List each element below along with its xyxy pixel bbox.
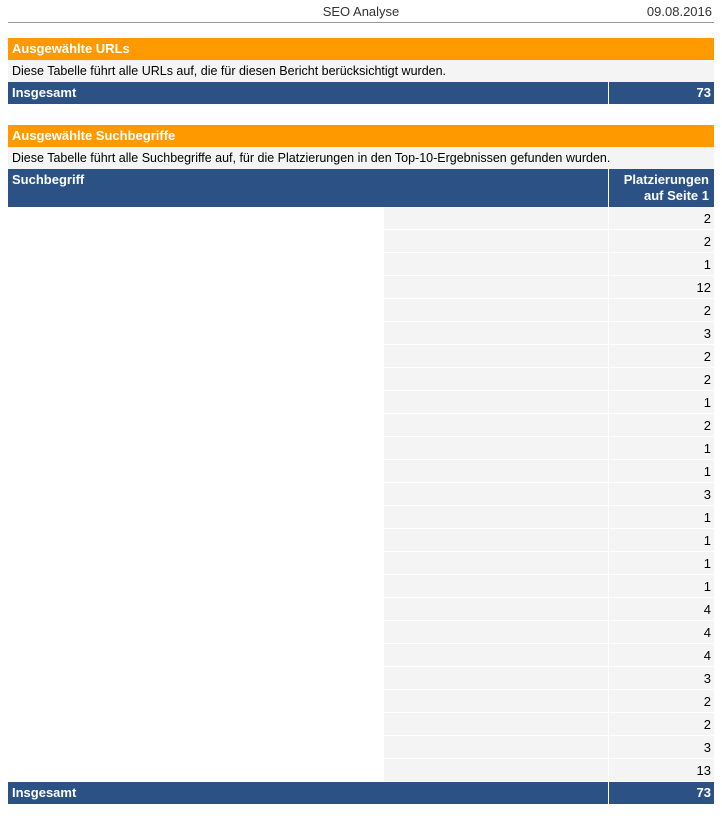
table-row — [8, 460, 714, 483]
report-title: SEO Analyse — [322, 4, 400, 19]
spacer-cell — [384, 460, 608, 483]
report-date: 09.08.2016 — [646, 4, 712, 19]
spacer-cell — [384, 690, 608, 713]
table-row — [8, 506, 714, 529]
table-row — [8, 529, 714, 552]
table-row — [8, 276, 714, 299]
search-term-cell — [8, 253, 384, 276]
placements-cell: 1 — [608, 391, 714, 414]
table-row — [8, 713, 714, 736]
search-term-cell — [8, 506, 384, 529]
table-row — [8, 230, 714, 253]
urls-total-value: 73 — [696, 85, 711, 100]
placements-cell: 2 — [608, 345, 714, 368]
spacer-cell — [384, 322, 608, 345]
table-row — [8, 621, 714, 644]
keywords-section — [8, 125, 714, 804]
placements-cell: 2 — [608, 690, 714, 713]
spacer-cell — [384, 759, 608, 782]
search-term-cell — [8, 460, 384, 483]
column-header-placements-line2: auf Seite 1 — [643, 188, 709, 203]
search-term-cell — [8, 529, 384, 552]
keywords-section-description: Diese Tabelle führt alle Suchbegriffe auf, für die Platzierungen in den Top-10-Ergebnissen gefunden wurden. — [8, 147, 714, 169]
table-row — [8, 575, 714, 598]
table-row — [8, 253, 714, 276]
search-term-cell — [8, 598, 384, 621]
search-term-cell — [8, 759, 384, 782]
table-row — [8, 598, 714, 621]
table-row — [8, 736, 714, 759]
table-row — [8, 759, 714, 782]
search-term-cell — [8, 276, 384, 299]
table-row — [8, 667, 714, 690]
column-header-placements-line1: Platzierungen — [623, 172, 709, 187]
placements-cell: 3 — [608, 483, 714, 506]
placements-cell: 1 — [608, 529, 714, 552]
search-term-cell — [8, 322, 384, 345]
table-row — [8, 414, 714, 437]
placements-cell: 1 — [608, 575, 714, 598]
spacer-cell — [384, 598, 608, 621]
column-header-placements — [609, 169, 714, 207]
search-term-cell — [8, 207, 384, 230]
search-term-cell — [8, 230, 384, 253]
urls-total-label: Insgesamt — [8, 82, 609, 104]
table-row — [8, 322, 714, 345]
spacer-cell — [384, 230, 608, 253]
spacer-cell — [384, 736, 608, 759]
placements-cell: 1 — [608, 506, 714, 529]
placements-cell: 4 — [608, 621, 714, 644]
table-row — [8, 644, 714, 667]
table-row — [8, 437, 714, 460]
placements-cell: 3 — [608, 736, 714, 759]
table-row — [8, 552, 714, 575]
spacer-cell — [384, 552, 608, 575]
search-term-cell — [8, 644, 384, 667]
spacer-cell — [384, 506, 608, 529]
search-term-cell — [8, 345, 384, 368]
spacer-cell — [384, 207, 608, 230]
spacer-cell — [384, 621, 608, 644]
placements-cell: 1 — [608, 552, 714, 575]
spacer-cell — [384, 276, 608, 299]
table-row — [8, 207, 714, 230]
page-header — [8, 0, 714, 23]
spacer-cell — [384, 667, 608, 690]
spacer-cell — [384, 575, 608, 598]
column-header-search-term: Suchbegriff — [8, 169, 609, 207]
placements-cell: 2 — [608, 299, 714, 322]
spacer-cell — [384, 253, 608, 276]
spacer-cell — [384, 437, 608, 460]
table-row — [8, 391, 714, 414]
placements-cell: 1 — [608, 437, 714, 460]
urls-section — [8, 38, 714, 104]
keywords-table-header — [8, 169, 714, 207]
placements-cell: 13 — [608, 759, 714, 782]
search-term-cell — [8, 713, 384, 736]
urls-total-row — [8, 82, 714, 104]
placements-cell: 1 — [608, 460, 714, 483]
keywords-table-body — [8, 207, 714, 782]
placements-cell: 2 — [608, 414, 714, 437]
spacer-cell — [384, 644, 608, 667]
urls-section-description: Diese Tabelle führt alle URLs auf, die für diesen Bericht berücksichtigt wurden. — [8, 60, 714, 82]
search-term-cell — [8, 552, 384, 575]
table-row — [8, 690, 714, 713]
placements-cell: 2 — [608, 207, 714, 230]
spacer-cell — [384, 529, 608, 552]
spacer-cell — [384, 345, 608, 368]
search-term-cell — [8, 690, 384, 713]
table-row — [8, 483, 714, 506]
keywords-total-row — [8, 782, 714, 804]
keywords-section-title: Ausgewählte Suchbegriffe — [8, 125, 714, 147]
placements-cell: 2 — [608, 713, 714, 736]
placements-cell: 12 — [608, 276, 714, 299]
search-term-cell — [8, 299, 384, 322]
table-row — [8, 368, 714, 391]
search-term-cell — [8, 368, 384, 391]
table-row — [8, 299, 714, 322]
search-term-cell — [8, 575, 384, 598]
spacer-cell — [384, 368, 608, 391]
search-term-cell — [8, 621, 384, 644]
placements-cell: 2 — [608, 230, 714, 253]
keywords-total-label: Insgesamt — [8, 782, 609, 804]
spacer-cell — [384, 414, 608, 437]
spacer-cell — [384, 483, 608, 506]
placements-cell: 3 — [608, 667, 714, 690]
urls-section-title: Ausgewählte URLs — [8, 38, 714, 60]
placements-cell: 4 — [608, 644, 714, 667]
keywords-total-value: 73 — [696, 785, 711, 800]
placements-cell: 3 — [608, 322, 714, 345]
search-term-cell — [8, 667, 384, 690]
placements-cell: 4 — [608, 598, 714, 621]
search-term-cell — [8, 414, 384, 437]
search-term-cell — [8, 483, 384, 506]
search-term-cell — [8, 736, 384, 759]
placements-cell: 1 — [608, 253, 714, 276]
table-row — [8, 345, 714, 368]
spacer-cell — [384, 391, 608, 414]
search-term-cell — [8, 391, 384, 414]
placements-cell: 2 — [608, 368, 714, 391]
spacer-cell — [384, 299, 608, 322]
spacer-cell — [384, 713, 608, 736]
search-term-cell — [8, 437, 384, 460]
